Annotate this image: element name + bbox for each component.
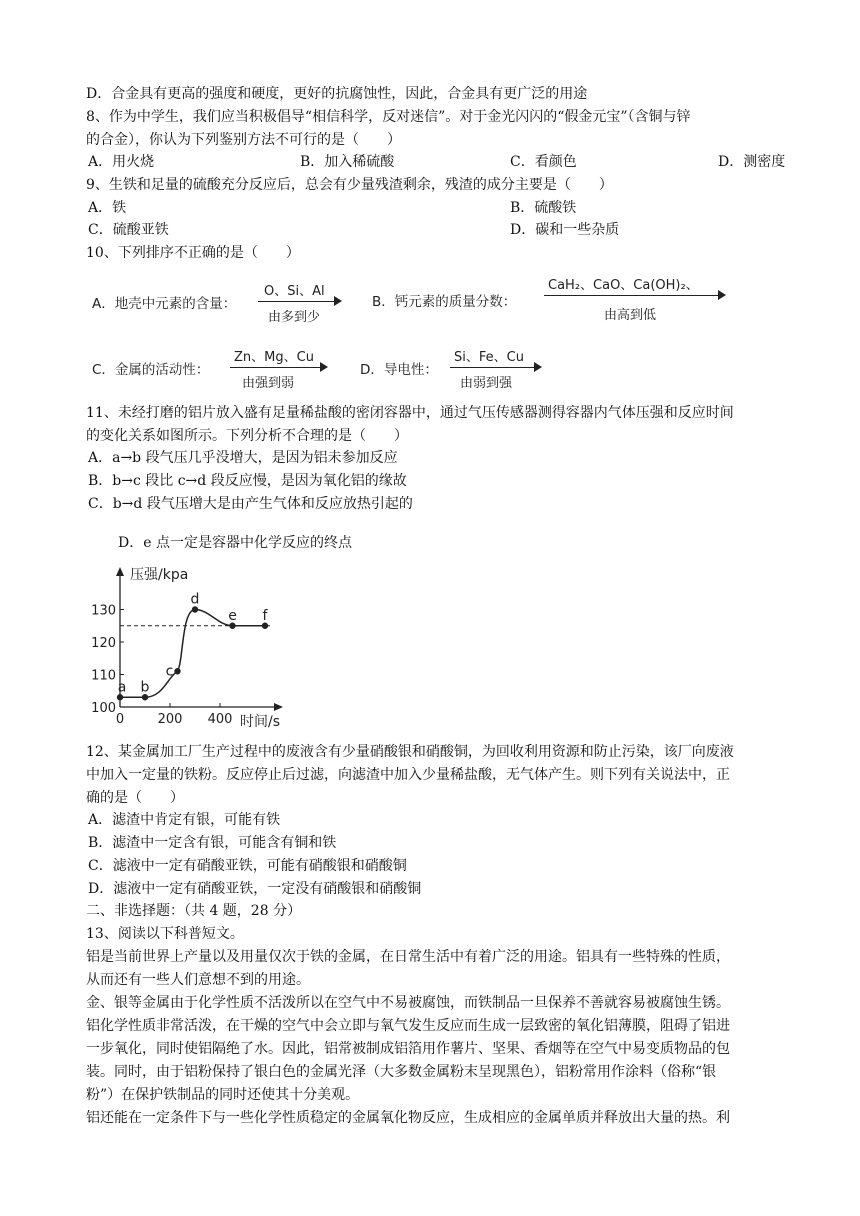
q10-option-c (92, 346, 352, 392)
passage-p1-line2: 从而还有一些人们意想不到的用途。 (86, 972, 310, 988)
q9-option-c: C．硫酸亚铁 (88, 222, 169, 238)
arrow-right-icon (334, 296, 342, 306)
chart-point-c (174, 668, 180, 674)
q12-option-b: B．滤渣中一定含有银，可能含有铜和铁 (88, 835, 337, 851)
q9-option-d: D．碳和一些杂质 (510, 222, 620, 238)
q10-option-a-arrow-line (258, 301, 334, 302)
y-axis-arrow-icon (116, 567, 124, 576)
q8-stem-line2: 的合金），你认为下列鉴别方法不可行的是（ ） (86, 132, 401, 148)
arrow-right-icon (534, 362, 542, 372)
passage-p1-line1: 铝是当前世界上产量以及用量仅次于铁的金属，在日常生活中有着广泛的用途。铝具有一些特殊的性质， (86, 949, 730, 965)
q8-stem-line1: 8、作为中学生，我们应当积极倡导“相信科学，反对迷信”。对于金光闪闪的“假金元宝”（含铜与锌 (86, 109, 691, 125)
x-tick-label: 0 (115, 712, 125, 727)
q10-option-d-arrow-line (450, 367, 534, 368)
q10-option-b-label: B．钙元素的质量分数： (372, 294, 517, 310)
q12-stem-line3: 确的是（ ） (86, 790, 184, 806)
passage-p2-line4: 装。同时，由于铝粉保持了银白色的金属光泽（大多数金属粉末呈现黑色），铝粉常用作涂料（俗称“银 (86, 1064, 717, 1080)
q10-option-c-label: C．金属的活动性： (92, 362, 210, 378)
q10-option-b-formula: CaH₂、CaO、Ca(OH)₂、 (548, 278, 699, 293)
x-tick-label: 200 (157, 712, 183, 727)
chart-point-label: b (140, 679, 150, 696)
q9-option-a: A．铁 (88, 200, 127, 216)
chart-point-label: d (190, 591, 200, 608)
q11-option-a: A．a→b 段气压几乎没增大，是因为铝未参加反应 (88, 450, 398, 466)
section-2-heading: 二、非选择题：（共 4 题，28 分） (86, 903, 302, 919)
q10-option-a-label: A．地壳中元素的含量： (92, 296, 237, 312)
q10-option-b-arrow-line (544, 295, 718, 296)
chart-point-label: a (117, 679, 127, 696)
chart-x-axis-label: 时间/s (240, 714, 281, 730)
y-tick-label: 130 (91, 603, 116, 619)
q8-option-b: B．加入稀硫酸 (300, 154, 395, 170)
q10-option-b-order: 由高到低 (604, 308, 657, 323)
q7-option-d: D．合金具有更高的强度和硬度，更好的抗腐蚀性，因此，合金具有更广泛的用途 (86, 86, 588, 102)
q11-option-d: D．e 点一定是容器中化学反应的终点 (118, 535, 352, 551)
q11-stem-line2: 的变化关系如图所示。下列分析不合理的是（ ） (86, 428, 408, 444)
q10-option-d (360, 346, 560, 392)
q9-stem: 9、生铁和足量的硫酸充分反应后，总会有少量残渣剩余，残渣的成分主要是（ ） (86, 177, 613, 193)
y-tick-label: 120 (91, 636, 116, 651)
passage-p2-line5: 粉”）在保护铁制品的同时还使其十分美观。 (86, 1087, 360, 1103)
q8-option-d: D．测密度 (718, 154, 786, 170)
passage-p2-line2: 铝化学性质非常活泼，在干燥的空气中会立即与氧气发生反应而生成一层致密的氧化铝薄膜，阻碍了铝进 (86, 1018, 730, 1034)
q12-option-c: C．滤液中一定有硝酸亚铁，可能有硝酸银和硝酸铜 (88, 858, 407, 874)
y-tick-label: 100 (91, 701, 116, 716)
q8-option-a: A．用火烧 (88, 154, 155, 170)
passage-p3-line1: 铝还能在一定条件下与一些化学性质稳定的金属氧化物反应，生成相应的金属单质并释放出大量的热。利 (86, 1110, 730, 1126)
q10-option-c-formula: Zn、Mg、Cu (234, 350, 314, 365)
q10-option-a-order: 由多到少 (268, 310, 321, 325)
q10-option-a-formula: O、Si、Al (264, 284, 325, 299)
chart-point-label: c (165, 663, 174, 680)
q13-stem: 13、阅读以下科普短文。 (86, 926, 244, 942)
q10-option-d-formula: Si、Fe、Cu (454, 350, 524, 365)
q10-stem: 10、下列排序不正确的是（ ） (86, 245, 300, 261)
q12-stem-line1: 12、某金属加工厂生产过程中的废液含有少量硝酸银和硝酸铜，为回收利用资源和防止污染，该厂向废液 (86, 744, 734, 760)
q10-option-b (372, 274, 732, 324)
arrow-right-icon (718, 290, 726, 300)
q8-option-c: C．看颜色 (510, 154, 577, 170)
q11-option-c: C．b→d 段气压增大是由产生气体和反应放热引起的 (88, 496, 413, 512)
y-tick-label: 110 (91, 668, 116, 684)
chart-y-axis-label: 压强/kpa (130, 567, 189, 583)
q12-stem-line2: 中加入一定量的铁粉。反应停止后过滤，向滤渣中加入少量稀盐酸，无气体产生。则下列有关说法中，正 (86, 767, 730, 783)
q11-stem-line1: 11、未经打磨的铝片放入盛有足量稀盐酸的密闭容器中，通过气压传感器测得容器内气体压强和反应时间 (86, 405, 734, 421)
pressure-time-chart (80, 562, 290, 734)
q12-option-a: A．滤渣中肯定有银，可能有铁 (88, 812, 281, 828)
q10-option-d-order: 由弱到强 (460, 376, 513, 391)
passage-p2-line3: 一步氧化，同时使铝隔绝了水。因此，铝常被制成铝箔用作薯片、坚果、香烟等在空气中易变质物品的包 (86, 1041, 730, 1057)
q10-option-c-order: 由强到弱 (242, 376, 295, 391)
q9-option-b: B．硫酸铁 (510, 200, 577, 216)
q10-option-c-arrow-line (230, 367, 320, 368)
chart-point-label: e (228, 607, 237, 624)
arrow-right-icon (320, 362, 328, 372)
chart-point-label: f (262, 607, 268, 624)
q10-option-a (92, 280, 352, 326)
passage-p2-line1: 金、银等金属由于化学性质不活泼所以在空气中不易被腐蚀，而铁制品一旦保养不善就容易被腐蚀生锈。 (86, 995, 730, 1011)
q10-option-d-label: D．导电性： (360, 362, 438, 378)
x-axis-arrow-icon (274, 703, 283, 711)
q11-option-b: B．b→c 段比 c→d 段反应慢，是因为氧化铝的缘故 (88, 473, 407, 489)
q12-option-d: D．滤液中一定有硝酸亚铁，一定没有硝酸银和硝酸铜 (88, 881, 422, 897)
x-tick-label: 400 (207, 712, 233, 727)
